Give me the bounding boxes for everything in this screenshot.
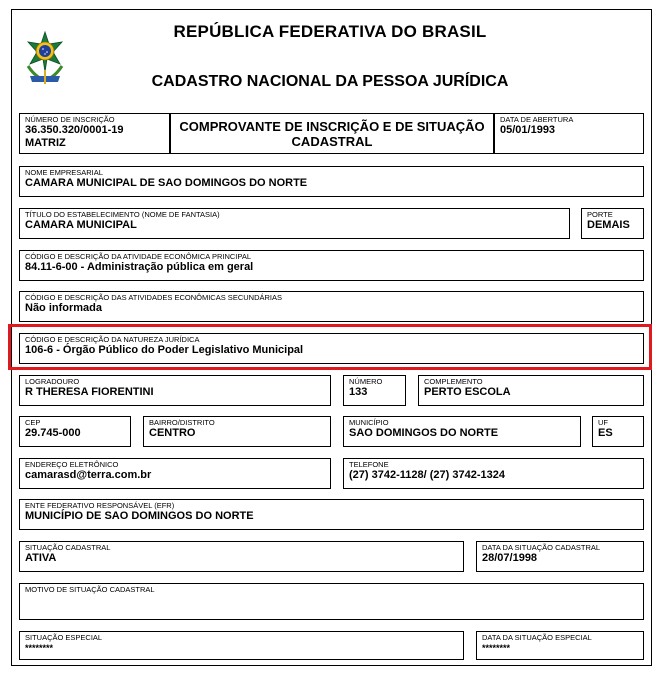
nome-fantasia-label: TÍTULO DO ESTABELECIMENTO (NOME DE FANTASIA) <box>25 210 220 219</box>
municipio-value: SAO DOMINGOS DO NORTE <box>349 427 499 439</box>
email-field <box>19 458 331 489</box>
telefone-value: (27) 3742-1128/ (27) 3742-1324 <box>349 469 505 481</box>
situacao-cadastral-label: SITUAÇÃO CADASTRAL <box>25 543 111 552</box>
cep-label: CEP <box>25 418 41 427</box>
natureza-juridica-value: 106-6 - Órgão Público do Poder Legislativo Municipal <box>25 344 304 356</box>
municipio-field <box>343 416 581 447</box>
situacao-cadastral-field <box>19 541 464 572</box>
highlight-box <box>8 324 652 370</box>
complemento-field <box>418 375 644 406</box>
data-situacao-label: DATA DA SITUAÇÃO CADASTRAL <box>482 543 601 552</box>
situacao-especial-field <box>19 631 464 660</box>
situacao-cadastral-value: ATIVA <box>25 552 57 564</box>
data-situacao-value: 28/07/1998 <box>482 552 538 564</box>
page-subtitle: CADASTRO NACIONAL DA PESSOA JURÍDICA <box>151 73 509 90</box>
data-situacao-especial-label: DATA DA SITUAÇÃO ESPECIAL <box>482 633 592 642</box>
complemento-label: COMPLEMENTO <box>424 377 483 386</box>
complemento-value: PERTO ESCOLA <box>424 386 511 398</box>
uf-value: ES <box>598 427 613 439</box>
telefone-label: TELEFONE <box>349 460 389 469</box>
nome-fantasia-value: CAMARA MUNICIPAL <box>25 219 137 231</box>
bairro-label: BAIRRO/DISTRITO <box>149 418 215 427</box>
porte-value: DEMAIS <box>587 219 630 231</box>
atividade-principal-label: CÓDIGO E DESCRIÇÃO DA ATIVIDADE ECONÔMICA PRINCIPAL <box>25 252 252 261</box>
numero-inscricao-field <box>19 113 170 154</box>
nome-fantasia-field <box>19 208 570 239</box>
atividades-secundarias-field <box>19 291 644 322</box>
tipo-value: MATRIZ <box>25 137 66 149</box>
motivo-situacao-field <box>19 583 644 620</box>
municipio-label: MUNICÍPIO <box>349 418 389 427</box>
atividade-principal-value: 84.11-6-00 - Administração pública em geral <box>25 261 254 273</box>
logradouro-label: LOGRADOURO <box>25 377 80 386</box>
data-situacao-field <box>476 541 644 572</box>
situacao-especial-value: ******** <box>25 643 54 653</box>
logradouro-value: R THERESA FIORENTINI <box>25 386 154 398</box>
nome-empresarial-field <box>19 166 644 197</box>
efr-field <box>19 499 644 530</box>
uf-label: UF <box>598 418 608 427</box>
data-abertura-label: DATA DE ABERTURA <box>500 115 574 124</box>
efr-label: ENTE FEDERATIVO RESPONSÁVEL (EFR) <box>25 501 175 510</box>
brazil-coat-of-arms-icon <box>22 30 68 86</box>
data-abertura-field <box>494 113 644 154</box>
atividades-secundarias-label: CÓDIGO E DESCRIÇÃO DAS ATIVIDADES ECONÔMICAS SECUNDÁRIAS <box>25 293 282 302</box>
natureza-juridica-label: CÓDIGO E DESCRIÇÃO DA NATUREZA JURÍDICA <box>25 335 200 344</box>
situacao-especial-label: SITUAÇÃO ESPECIAL <box>25 633 103 642</box>
email-value: camarasd@terra.com.br <box>25 469 152 481</box>
atividades-secundarias-value: Não informada <box>25 302 103 314</box>
data-abertura-value: 05/01/1993 <box>500 124 556 136</box>
nome-empresarial-value: CAMARA MUNICIPAL DE SAO DOMINGOS DO NORTE <box>25 177 308 189</box>
numero-label: NÚMERO <box>349 377 383 386</box>
uf-field <box>592 416 644 447</box>
telefone-field <box>343 458 644 489</box>
bairro-field <box>143 416 331 447</box>
porte-field <box>581 208 644 239</box>
cep-field <box>19 416 131 447</box>
data-situacao-especial-value: ******** <box>482 643 511 653</box>
logradouro-field <box>19 375 331 406</box>
porte-label: PORTE <box>587 210 613 219</box>
data-situacao-especial-field <box>476 631 644 660</box>
bairro-value: CENTRO <box>149 427 196 439</box>
atividade-principal-field <box>19 250 644 281</box>
email-label: ENDEREÇO ELETRÔNICO <box>25 460 119 469</box>
nome-empresarial-label: NOME EMPRESARIAL <box>25 168 103 177</box>
numero-value: 133 <box>349 386 368 398</box>
cnpj-value: 36.350.320/0001-19 <box>25 124 124 136</box>
page-title: REPÚBLICA FEDERATIVA DO BRASIL <box>173 22 487 41</box>
numero-inscricao-label: NÚMERO DE INSCRIÇÃO <box>25 115 115 124</box>
efr-value: MUNICÍPIO DE SAO DOMINGOS DO NORTE <box>25 510 254 522</box>
motivo-situacao-label: MOTIVO DE SITUAÇÃO CADASTRAL <box>25 585 155 594</box>
cep-value: 29.745-000 <box>25 427 81 439</box>
comprovante-title: COMPROVANTE DE INSCRIÇÃO E DE SITUAÇÃO CADASTRAL <box>170 113 494 154</box>
numero-field <box>343 375 406 406</box>
